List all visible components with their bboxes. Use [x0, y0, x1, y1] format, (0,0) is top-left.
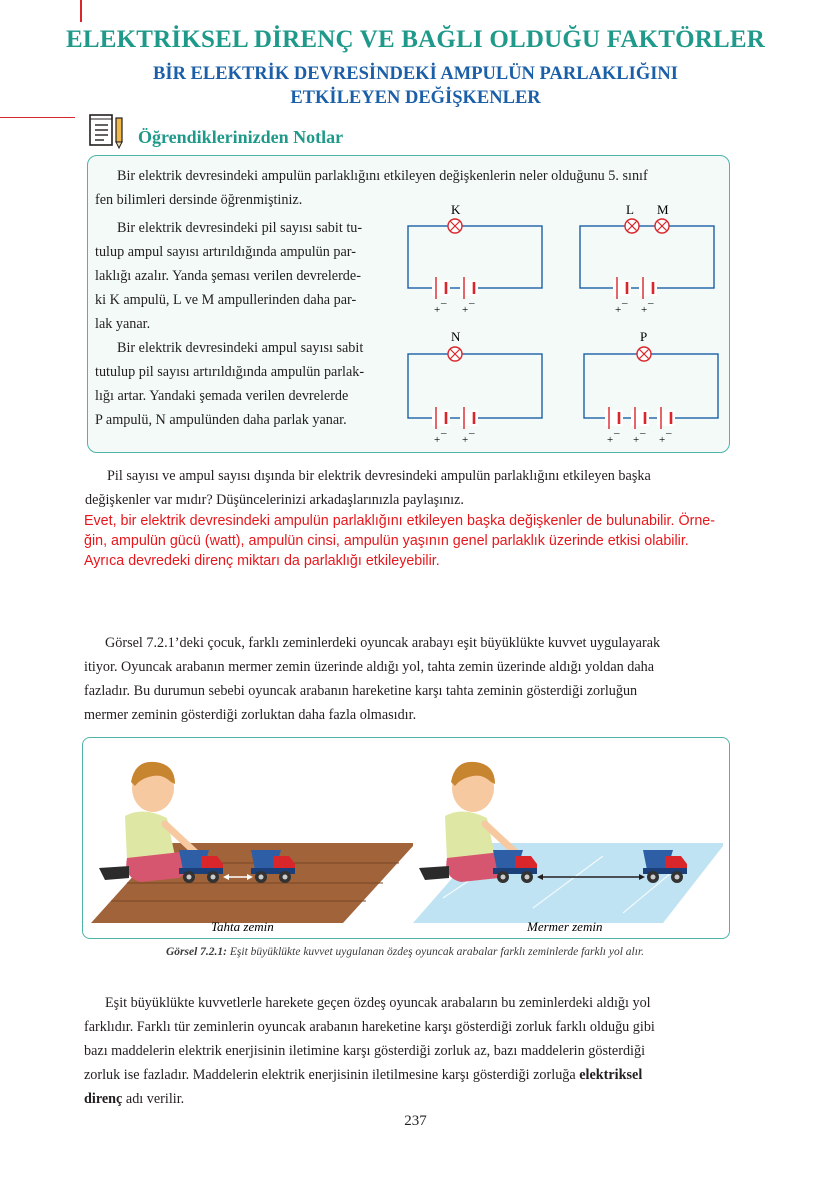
cell-icon: [432, 407, 450, 429]
label-n: N: [451, 329, 461, 344]
body2-line: bazı maddelerin elektrik enerjisinin iletimine karşı gösterdiği zorluk az, bazı maddelerin gösterdiği: [84, 1043, 646, 1059]
cell-icon: [432, 277, 450, 299]
plus-sign: +: [615, 304, 622, 316]
figure-caption: [82, 946, 728, 958]
body2-line4-text: zorluk ise fazladır. Maddelerin elektrik enerjisinin iletilmesine karşı gösterdiği zorluğa: [84, 1067, 580, 1083]
answer-line-2: ğin, ampulün gücü (watt), ampulün cinsi, ampulün yaşının genel parlaklık üzerinde etkisi olabilir.: [84, 533, 689, 549]
answer-text: [84, 511, 744, 571]
child-left: [99, 762, 195, 882]
notes-paragraph-1: [95, 216, 387, 336]
notes-paragraph-2: [95, 336, 387, 432]
minus-sign: –: [666, 427, 672, 439]
minus-sign: –: [648, 297, 654, 309]
answer-line-1: Evet, bir elektrik devresindeki ampulün parlaklığını etkileyen başka değişkenler de bulunabilir. Örne-: [84, 513, 715, 529]
label-marble-floor: Mermer zemin: [527, 919, 603, 934]
cell-icon: [631, 407, 649, 429]
term-direnc: direnç: [84, 1091, 123, 1107]
bulb-l: [625, 219, 639, 233]
cell-icon: [460, 277, 478, 299]
body2-line: farklıdır. Farklı tür zeminlerin oyuncak arabanın hareketine karşı gösterdiği zorluk farklı olduğu gibi: [84, 1019, 655, 1035]
page-subtitle: [0, 62, 831, 110]
body-paragraph-1: [84, 631, 727, 727]
cell-icon: [639, 277, 657, 299]
bulb-k: [448, 219, 462, 233]
body2-line5-text: adı verilir.: [122, 1091, 185, 1107]
plus-sign: +: [434, 304, 441, 316]
page-number: 237: [404, 1113, 427, 1129]
minus-sign: –: [622, 297, 628, 309]
term-elektriksel: elektriksel: [579, 1067, 643, 1083]
para2-line: tutulup pil sayısı artırıldığında ampulün parlak-: [95, 364, 365, 380]
figure-illustration: [83, 738, 729, 938]
figure-box: [82, 737, 730, 939]
label-wooden-floor: Tahta zemin: [211, 919, 274, 934]
cell-icon: [613, 277, 631, 299]
body1-line: fazladır. Bu durumun sebebi oyuncak arabanın hareketine karşı tahta zeminin gösterdiği zorluğun: [84, 683, 638, 699]
para1-line: tulup ampul sayısı artırıldığında ampulün par-: [95, 244, 356, 260]
minus-sign: –: [614, 427, 620, 439]
label-k: K: [451, 202, 461, 217]
notebook-pencil-icon: [87, 112, 129, 152]
body2-line: [84, 1087, 727, 1111]
label-l: L: [626, 202, 634, 217]
plus-sign: +: [462, 304, 469, 316]
minus-sign: –: [469, 297, 475, 309]
plus-sign: +: [641, 304, 648, 316]
subtitle-line-2: ETKİLEYEN DEĞİŞKENLER: [290, 88, 541, 108]
minus-sign: –: [469, 427, 475, 439]
side-red-line: [0, 117, 75, 118]
para2-line: P ampulü, N ampulünden daha parlak yanar.: [95, 412, 347, 428]
body1-line: Görsel 7.2.1’deki çocuk, farklı zeminlerdeki oyuncak arabayı eşit büyüklükte kuvvet uygulayarak: [105, 635, 661, 651]
plus-sign: +: [659, 434, 666, 446]
para1-line: ki K ampulü, L ve M ampullerinden daha par-: [95, 292, 357, 308]
plus-sign: +: [434, 434, 441, 446]
para1-line: laklığı azalır. Yanda şeması verilen devrelerde-: [95, 268, 361, 284]
page-title: ELEKTRİKSEL DİRENÇ VE BAĞLI OLDUĞU FAKTÖRLER: [66, 26, 765, 53]
cell-icon: [460, 407, 478, 429]
notes-heading: Öğrendiklerinizden Notlar: [138, 127, 344, 147]
para2-line: lığı artar. Yandaki şemada verilen devrelerde: [95, 388, 349, 404]
question-line-1: Pil sayısı ve ampul sayısı dışında bir elektrik devresindeki ampulün parlaklığını etkileyen başka: [107, 468, 651, 484]
minus-sign: –: [441, 427, 447, 439]
question-line-2: değişkenler var mıdır? Düşüncelerinizi arkadaşlarınızla paylaşınız.: [85, 492, 464, 508]
minus-sign: –: [441, 297, 447, 309]
para2-line: Bir elektrik devresindeki ampul sayısı sabit: [117, 340, 364, 356]
bulb-p: [637, 347, 651, 361]
circuit-diagrams: [396, 196, 728, 446]
body2-line: Eşit büyüklükte kuvvetlerle harekete geçen özdeş oyuncak arabaların bu zeminlerdeki aldığı yol: [105, 995, 651, 1011]
answer-line-3: Ayrıca devredeki direnç miktarı da parlaklığı etkileyebilir.: [84, 553, 440, 569]
caption-label: Görsel 7.2.1:: [165, 946, 227, 958]
para1-line: lak yanar.: [95, 316, 151, 332]
body1-line: mermer zeminin gösterdiği zorluktan daha fazla olmasıdır.: [84, 707, 417, 723]
minus-sign: –: [640, 427, 646, 439]
label-m: M: [657, 202, 669, 217]
label-p: P: [640, 329, 648, 344]
para1-line: Bir elektrik devresindeki pil sayısı sabit tu-: [117, 220, 363, 236]
body1-line: itiyor. Oyuncak arabanın mermer zemin üzerinde aldığı yol, tahta zemin üzerinde aldığı yoldan daha: [84, 659, 655, 675]
body-paragraph-2: [84, 991, 727, 1111]
plus-sign: +: [633, 434, 640, 446]
bulb-n: [448, 347, 462, 361]
plus-sign: +: [607, 434, 614, 446]
top-red-mark: [80, 0, 82, 22]
body2-line: [84, 1063, 727, 1087]
subtitle-line-1: BİR ELEKTRİK DEVRESİNDEKİ AMPULÜN PARLAKLIĞINI: [153, 64, 678, 84]
notes-intro-line-1: Bir elektrik devresindeki ampulün parlaklığını etkileyen değişkenlerin neler olduğunu 5. sınıf: [117, 168, 648, 184]
plus-sign: +: [462, 434, 469, 446]
cell-icon: [657, 407, 675, 429]
caption-text: Eşit büyüklükte kuvvet uygulanan özdeş oyuncak arabalar farklı zeminlerde farklı yol alır.: [227, 946, 644, 958]
cell-icon: [605, 407, 623, 429]
bulb-m: [655, 219, 669, 233]
notes-intro-line-2: fen bilimleri dersinde öğrenmiştiniz.: [95, 192, 303, 208]
